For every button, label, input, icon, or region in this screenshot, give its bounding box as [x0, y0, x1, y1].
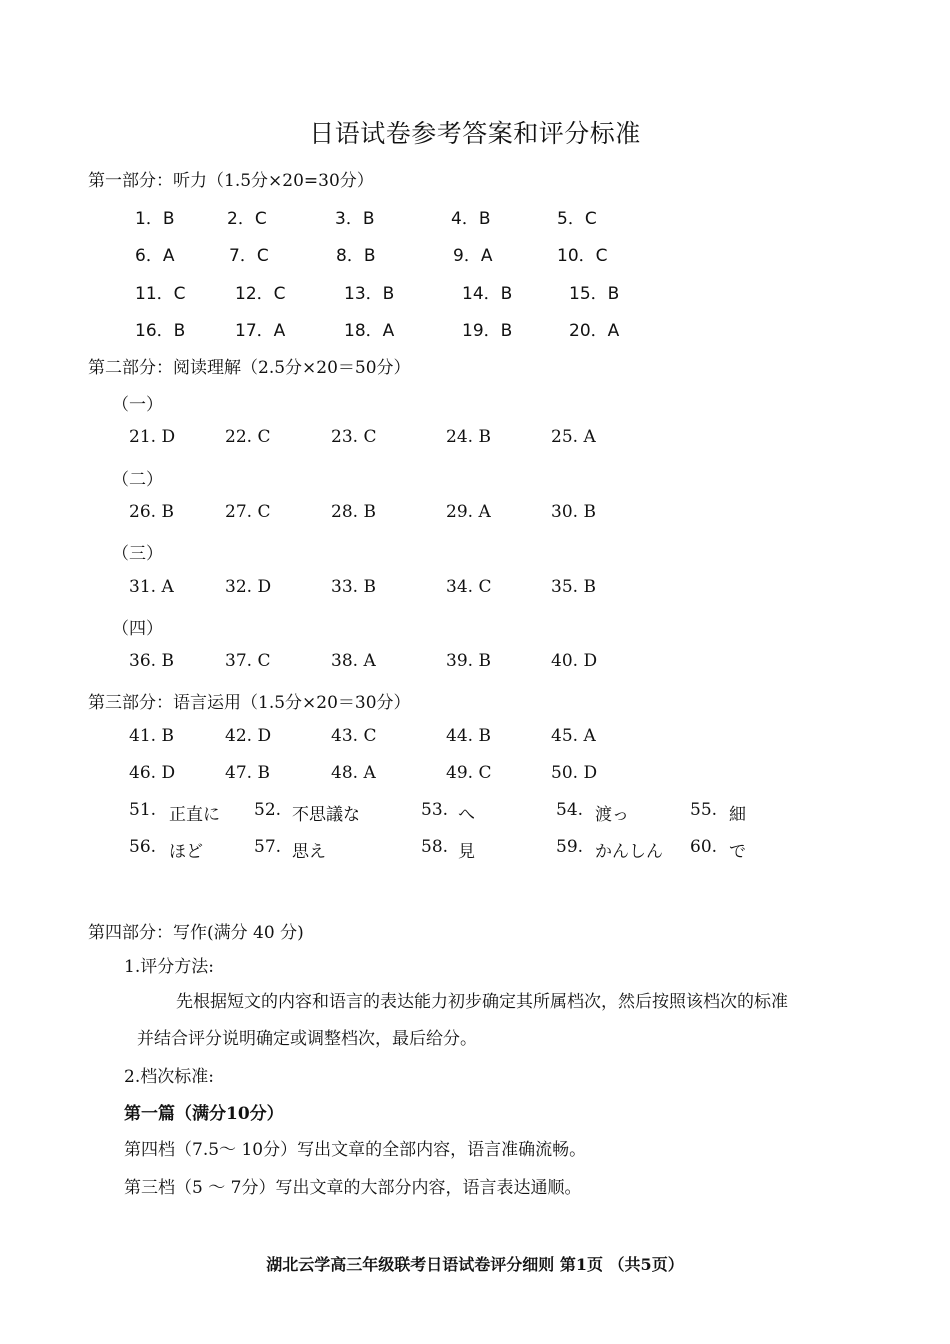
part1-heading: 第一部分：听力（1.5分×20=30分） — [88, 171, 374, 191]
fill-answer-number: 56. — [129, 837, 157, 857]
method-line-1: 先根据短文的内容和语言的表达能力初步确定其所属档次，然后按照该档次的标准 — [176, 992, 788, 1012]
method-line-2: 并结合评分说明确定或调整档次，最后给分。 — [137, 1029, 477, 1049]
answer-item: 28. B — [331, 502, 376, 522]
page-title: 日语试卷参考答案和评分标准 — [309, 119, 641, 148]
fill-answer-word: 思え — [292, 842, 326, 862]
answer-item: 10．C — [557, 246, 608, 266]
answer-item: 7．C — [229, 246, 269, 266]
fill-answer-number: 54. — [556, 800, 584, 820]
answer-item: 32. D — [225, 577, 272, 597]
answer-item: 40. D — [551, 651, 598, 671]
answer-item: 11．C — [135, 284, 186, 304]
first-piece-heading: 第一篇（满分10分） — [124, 1104, 284, 1124]
answer-item: 16．B — [135, 321, 186, 341]
answer-item: 19．B — [462, 321, 513, 341]
answer-item: 35. B — [551, 577, 596, 597]
answer-item: 1．B — [135, 209, 175, 229]
fill-answer-number: 57. — [254, 837, 282, 857]
answer-item: 25. A — [551, 427, 596, 447]
answer-item: 37. C — [225, 651, 271, 671]
answer-item: 46. D — [129, 763, 176, 783]
group-label: （三） — [112, 544, 163, 564]
grade-3-desc: 第三档（5 ～ 7分）写出文章的大部分内容，语言表达通顺。 — [124, 1178, 582, 1198]
answer-item: 27. C — [225, 502, 271, 522]
fill-answer-word: へ — [458, 805, 475, 825]
fill-answer-number: 58. — [421, 837, 449, 857]
answer-item: 15．B — [569, 284, 620, 304]
answer-item: 34. C — [446, 577, 492, 597]
fill-answer-word: 渡っ — [595, 805, 629, 825]
fill-answer-number: 52. — [254, 800, 282, 820]
answer-item: 44. B — [446, 726, 491, 746]
answer-item: 41. B — [129, 726, 174, 746]
standard-label: 2.档次标准: — [124, 1067, 214, 1087]
grade-4-desc: 第四档（7.5～ 10分）写出文章的全部内容，语言准确流畅。 — [124, 1140, 587, 1160]
answer-item: 26. B — [129, 502, 174, 522]
answer-item: 49. C — [446, 763, 492, 783]
method-label: 1.评分方法: — [124, 957, 214, 977]
answer-item: 5．C — [557, 209, 597, 229]
answer-item: 4．B — [451, 209, 491, 229]
answer-item: 39. B — [446, 651, 491, 671]
answer-item: 6．A — [135, 246, 175, 266]
fill-answer-word: ほど — [169, 842, 203, 862]
answer-item: 12．C — [235, 284, 286, 304]
answer-item: 36. B — [129, 651, 174, 671]
fill-answer-number: 53. — [421, 800, 449, 820]
fill-answer-word: 細 — [729, 805, 746, 825]
fill-answer-number: 59. — [556, 837, 584, 857]
page-footer: 湖北云学高三年级联考日语试卷评分细则 第1页 （共5页） — [266, 1255, 684, 1274]
part2-heading: 第二部分：阅读理解（2.5分×20＝50分） — [88, 358, 411, 378]
answer-item: 18．A — [344, 321, 395, 341]
fill-answer-word: 正直に — [169, 805, 220, 825]
fill-answer-word: 見 — [458, 842, 475, 862]
answer-item: 38. A — [331, 651, 376, 671]
group-label: （一） — [112, 395, 163, 415]
answer-item: 24. B — [446, 427, 491, 447]
group-label: （四） — [112, 619, 163, 639]
answer-item: 29. A — [446, 502, 491, 522]
fill-answer-word: 不思議な — [292, 805, 360, 825]
answer-item: 42. D — [225, 726, 272, 746]
answer-item: 22. C — [225, 427, 271, 447]
answer-item: 8．B — [336, 246, 376, 266]
answer-item: 45. A — [551, 726, 596, 746]
group-label: （二） — [112, 470, 163, 490]
fill-answer-number: 55. — [690, 800, 718, 820]
fill-answer-number: 51. — [129, 800, 157, 820]
part3-heading: 第三部分：语言运用（1.5分×20＝30分） — [88, 693, 411, 713]
fill-answer-number: 60. — [690, 837, 718, 857]
answer-item: 43. C — [331, 726, 377, 746]
answer-item: 31. A — [129, 577, 174, 597]
answer-item: 9．A — [453, 246, 493, 266]
fill-answer-word: で — [729, 842, 746, 862]
answer-item: 13．B — [344, 284, 395, 304]
answer-item: 17．A — [235, 321, 286, 341]
answer-item: 33. B — [331, 577, 376, 597]
answer-item: 21. D — [129, 427, 176, 447]
answer-item: 20．A — [569, 321, 620, 341]
answer-item: 48. A — [331, 763, 376, 783]
answer-item: 50. D — [551, 763, 598, 783]
answer-item: 30. B — [551, 502, 596, 522]
fill-answer-word: かんしん — [595, 842, 663, 862]
answer-item: 2．C — [227, 209, 267, 229]
answer-item: 47. B — [225, 763, 270, 783]
answer-item: 23. C — [331, 427, 377, 447]
answer-item: 14．B — [462, 284, 513, 304]
part4-heading: 第四部分：写作(满分 40 分) — [88, 923, 304, 943]
answer-item: 3．B — [335, 209, 375, 229]
